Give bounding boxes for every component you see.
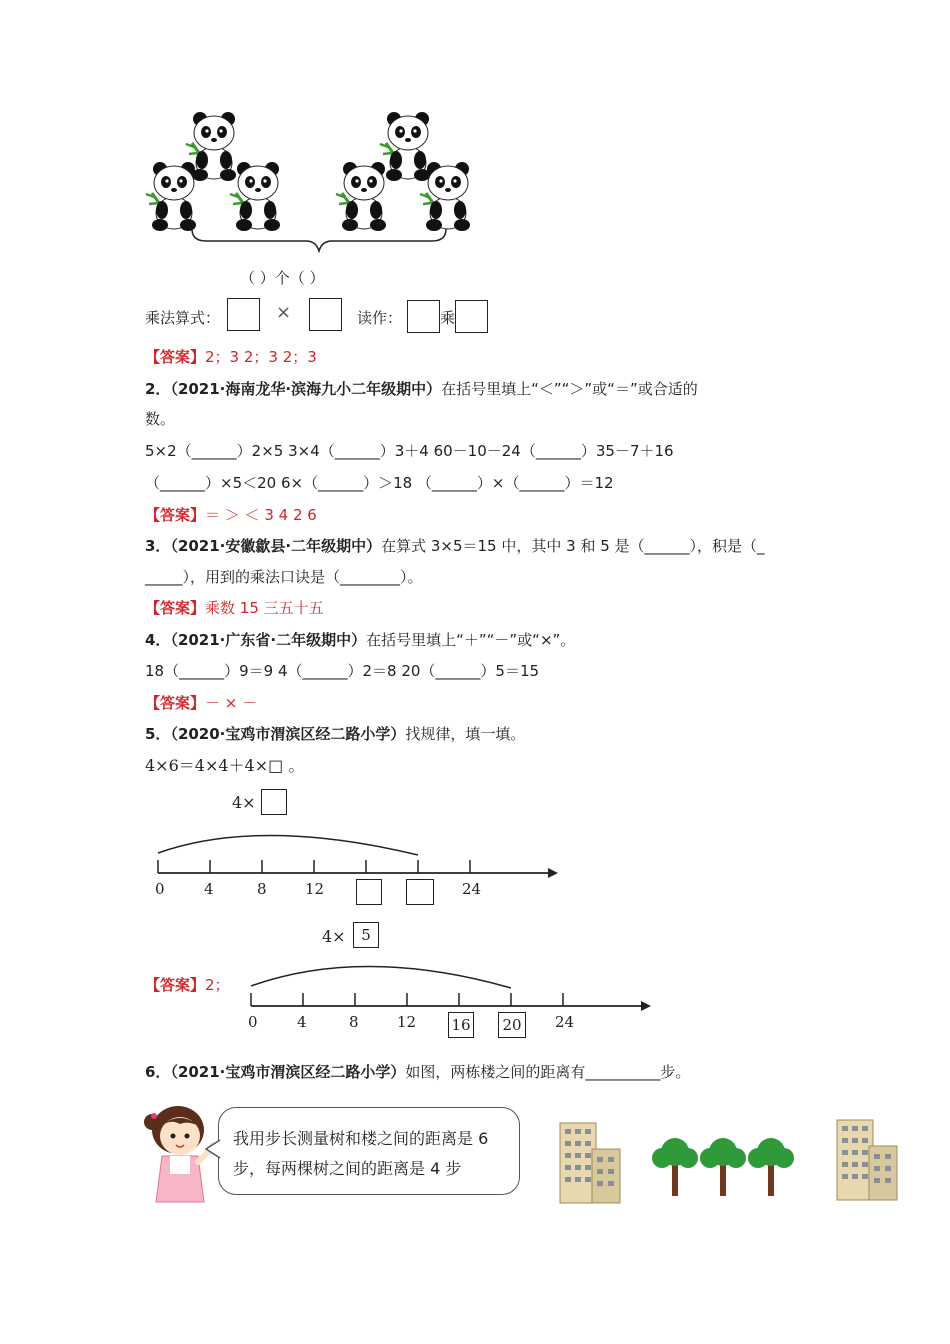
answer-tick-8: 8 xyxy=(349,1013,359,1031)
answer-text: 2；3 2；3 2；3 xyxy=(205,348,317,366)
answer-text: ＝ ＞ ＜ 3 4 2 6 xyxy=(205,506,317,524)
q3-stem xyxy=(145,536,765,556)
q5-equation: 4×6＝4×4＋4×□ 。 xyxy=(145,756,305,775)
building-right-icon xyxy=(833,1112,903,1202)
tick-blank-box-2[interactable] xyxy=(406,879,434,905)
formula-box-2[interactable] xyxy=(309,298,342,331)
answer-tag: 【答案】 xyxy=(145,694,206,712)
question-text: 找规律，填一填。 xyxy=(405,725,526,743)
formula-box-1[interactable] xyxy=(227,298,260,331)
q3-stem-cont: _____），用到的乘法口诀是（________）。 xyxy=(145,568,423,586)
answer-text: 乘数 15 三五十五 xyxy=(205,599,324,617)
trees-icon xyxy=(650,1130,800,1198)
answer-tick-20-box: 20 xyxy=(498,1012,526,1038)
speech-bubble xyxy=(218,1107,520,1195)
answer-tick-16-box: 16 xyxy=(448,1012,474,1038)
answer-text: － × － xyxy=(205,694,258,712)
question-text: 在括号里填上“＋”“－”或“×”。 xyxy=(366,631,576,649)
speech-bubble-tail xyxy=(205,1138,221,1160)
read-box-2[interactable] xyxy=(455,300,488,333)
answer-tick-12: 12 xyxy=(397,1013,417,1031)
answer-tag: 【答案】 xyxy=(145,506,206,524)
q5-answer xyxy=(145,975,230,995)
building-left-icon xyxy=(556,1115,626,1205)
q4-row-1: 18（______）9＝9 4（______）2＝8 20（______）5＝15 xyxy=(145,662,540,680)
read-box-1[interactable] xyxy=(407,300,440,333)
tick-label-8: 8 xyxy=(257,880,267,898)
q6-stem xyxy=(145,1062,690,1082)
tick-label-12: 12 xyxy=(305,880,325,898)
q2-row-1: 5×2（______）2×5 3×4（______）3＋4 60－10－24（______）35－7＋16 xyxy=(145,442,674,460)
times-sign: × xyxy=(276,302,292,323)
question-source: （2021·安徽歙县·二年级期中） xyxy=(170,537,382,555)
question-source: （2021·海南龙华·滨海九小二年级期中） xyxy=(170,380,442,398)
question-number: 2． xyxy=(145,380,171,398)
q5-mid-label: 4× xyxy=(322,927,346,946)
group-count-caption: （ ）个（ ） xyxy=(240,269,325,287)
answer-tick-0: 0 xyxy=(248,1013,258,1031)
answer-tick-4: 4 xyxy=(297,1013,307,1031)
q5-stem xyxy=(145,724,525,744)
question-text: 如图，两栋楼之间的距离有__________步。 xyxy=(405,1063,691,1081)
q2-stem xyxy=(145,379,698,399)
tick-label-4: 4 xyxy=(204,880,214,898)
q3-answer xyxy=(145,598,324,618)
number-line-question xyxy=(150,825,562,885)
q2-stem-cont: 数。 xyxy=(145,410,176,428)
tick-label-0: 0 xyxy=(155,880,165,898)
q4-stem xyxy=(145,630,575,650)
answer-text: 2； xyxy=(205,976,230,994)
answer-tag: 【答案】 xyxy=(145,976,206,994)
question-number: 5． xyxy=(145,725,171,743)
read-mid-text: 乘 xyxy=(440,309,456,327)
question-number: 3． xyxy=(145,537,171,555)
question-source: （2020·宝鸡市渭滨区经二路小学） xyxy=(170,725,406,743)
question-text: 在括号里填上“＜”“＞”或“＝”或合适的 xyxy=(441,380,698,398)
number-line-answer xyxy=(243,958,655,1018)
grouping-brace xyxy=(188,225,450,253)
question-text: 在算式 3×5＝15 中，其中 3 和 5 是（______），积是（_ xyxy=(381,537,765,555)
question-source: （2021·广东省·二年级期中） xyxy=(170,631,367,649)
q2-answer xyxy=(145,505,317,525)
answer-tag: 【答案】 xyxy=(145,599,206,617)
q5-top-box[interactable] xyxy=(261,789,287,815)
q4-answer xyxy=(145,693,257,713)
question-number: 6． xyxy=(145,1063,171,1081)
question-source: （2021·宝鸡市渭滨区经二路小学） xyxy=(170,1063,406,1081)
tick-label-24: 24 xyxy=(462,880,482,898)
speech-bubble-text: 我用步长测量树和楼之间的距离是 6 步，每两棵树之间的距离是 4 步 xyxy=(233,1129,489,1178)
formula-label: 乘法算式： xyxy=(145,309,221,327)
tick-blank-box-1[interactable] xyxy=(356,879,382,905)
answer-tag: 【答案】 xyxy=(145,348,206,366)
q5-top-label: 4× xyxy=(232,793,256,812)
q5-mid-box: 5 xyxy=(353,922,379,948)
answer-tick-24: 24 xyxy=(555,1013,575,1031)
read-label: 读作： xyxy=(357,309,403,327)
q1-answer xyxy=(145,347,317,367)
q2-row-2: （______）×5＜20 6×（______）＞18 （______）×（______）＝12 xyxy=(145,474,614,492)
question-number: 4． xyxy=(145,631,171,649)
